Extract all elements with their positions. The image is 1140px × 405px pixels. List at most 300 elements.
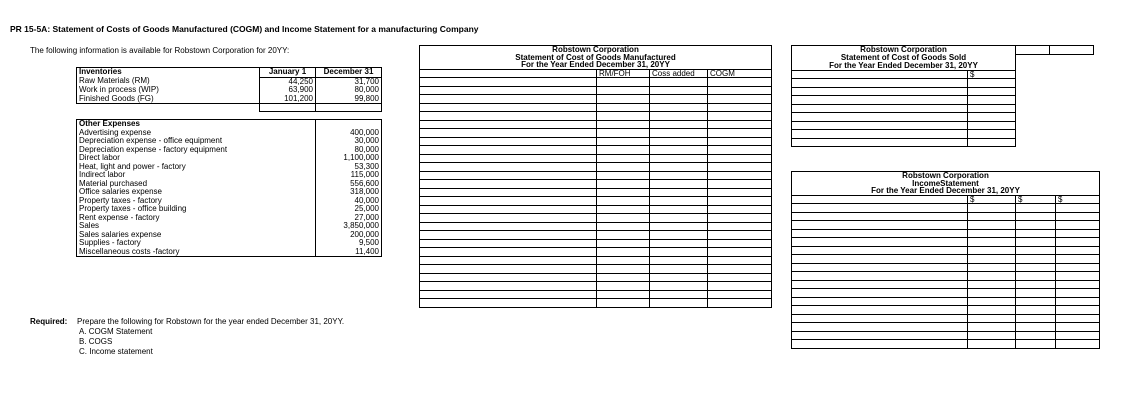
- cogs-answer-cell[interactable]: [792, 113, 968, 122]
- cogm-answer-cell[interactable]: [597, 78, 650, 87]
- cogm-answer-cell[interactable]: [650, 239, 708, 248]
- cogm-answer-cell[interactable]: [650, 120, 708, 129]
- cogm-answer-cell[interactable]: [650, 273, 708, 282]
- income-answer-cell[interactable]: [792, 255, 968, 264]
- cogm-answer-row: [420, 120, 772, 129]
- cogm-answer-cell[interactable]: [597, 231, 650, 240]
- cogm-answer-row: [420, 256, 772, 265]
- cogm-answer-cell[interactable]: [650, 222, 708, 231]
- cogm-answer-cell[interactable]: [650, 129, 708, 138]
- cogs-answer-cell[interactable]: [1016, 104, 1050, 113]
- dec-header: December 31: [316, 68, 382, 78]
- income-answer-cell[interactable]: [1016, 272, 1056, 281]
- cogm-answer-row: [420, 137, 772, 146]
- cogm-answer-cell[interactable]: [708, 231, 772, 240]
- cogm-answer-row: [420, 265, 772, 274]
- income-answer-cell[interactable]: [792, 297, 968, 306]
- income-answer-cell[interactable]: [792, 204, 968, 213]
- cogm-answer-cell[interactable]: [420, 248, 597, 257]
- income-answer-cell[interactable]: [968, 297, 1016, 306]
- cogm-answer-cell[interactable]: [708, 282, 772, 291]
- cogs-period: For the Year Ended December 31, 20YY: [792, 62, 1016, 70]
- cogm-answer-cell[interactable]: [420, 273, 597, 282]
- cogm-answer-cell[interactable]: [708, 78, 772, 87]
- cogm-answer-cell[interactable]: [597, 154, 650, 163]
- income-answer-cell[interactable]: [1016, 246, 1056, 255]
- cogs-answer-cell[interactable]: [968, 96, 1016, 105]
- expense-label: Property taxes - factory: [77, 197, 260, 206]
- inventory-jan: 101,200: [260, 95, 316, 104]
- expense-label: Direct labor: [77, 154, 260, 163]
- cogm-answer-cell[interactable]: [597, 163, 650, 172]
- expense-value: 3,850,000: [316, 222, 382, 231]
- cogs-answer-cell[interactable]: [1050, 121, 1094, 130]
- cogm-answer-cell[interactable]: [708, 171, 772, 180]
- income-answer-cell[interactable]: [1016, 306, 1056, 315]
- cogm-answer-row: [420, 188, 772, 197]
- expense-label: Sales salaries expense: [77, 231, 260, 240]
- expense-value: 1,100,000: [316, 154, 382, 163]
- expense-label: Depreciation expense - office equipment: [77, 137, 260, 146]
- cogm-answer-row: [420, 78, 772, 87]
- inventory-label: Work in process (WIP): [77, 86, 260, 95]
- income-answer-cell[interactable]: [968, 204, 1016, 213]
- cogm-answer-cell[interactable]: [708, 129, 772, 138]
- cogm-col-header: RM/FOH: [597, 69, 650, 78]
- cogm-answer-cell[interactable]: [597, 146, 650, 155]
- cogm-answer-cell[interactable]: [597, 171, 650, 180]
- cogm-company: Robstown Corporation: [420, 46, 772, 54]
- cogm-answer-cell[interactable]: [708, 256, 772, 265]
- cogm-answer-cell[interactable]: [597, 239, 650, 248]
- given-data-table: [76, 67, 382, 257]
- cogs-answer-cell[interactable]: [1016, 96, 1050, 105]
- cogm-answer-cell[interactable]: [708, 265, 772, 274]
- cogs-answer-cell[interactable]: [792, 96, 968, 105]
- cogm-answer-cell[interactable]: [708, 137, 772, 146]
- cogm-answer-cell[interactable]: [597, 265, 650, 274]
- cogm-answer-cell[interactable]: [650, 171, 708, 180]
- income-answer-cell[interactable]: [1016, 289, 1056, 298]
- cogs-answer-row: [792, 104, 1094, 113]
- cogm-answer-cell[interactable]: [650, 103, 708, 112]
- cogm-answer-cell[interactable]: [708, 197, 772, 206]
- cogs-answer-row: [792, 113, 1094, 122]
- income-answer-cell[interactable]: [968, 238, 1016, 247]
- cogm-answer-cell[interactable]: [420, 137, 597, 146]
- expense-value: 400,000: [316, 129, 382, 138]
- income-answer-cell[interactable]: [792, 246, 968, 255]
- cogm-answer-cell[interactable]: [597, 188, 650, 197]
- cogm-answer-row: [420, 129, 772, 138]
- cogm-answer-cell[interactable]: [708, 163, 772, 172]
- cogm-answer-cell[interactable]: [597, 256, 650, 265]
- income-answer-cell[interactable]: [792, 331, 968, 340]
- cogs-answer-cell[interactable]: [968, 87, 1016, 96]
- cogm-answer-cell[interactable]: [597, 137, 650, 146]
- cogm-answer-cell[interactable]: [420, 103, 597, 112]
- income-answer-cell[interactable]: [1056, 204, 1100, 213]
- income-answer-cell[interactable]: [1056, 272, 1100, 281]
- cogm-answer-cell[interactable]: [597, 222, 650, 231]
- cogm-answer-cell[interactable]: [597, 197, 650, 206]
- cogm-answer-row: [420, 290, 772, 299]
- cogm-answer-cell[interactable]: [420, 129, 597, 138]
- expense-label: Sales: [77, 222, 260, 231]
- cogm-answer-cell[interactable]: [650, 112, 708, 121]
- cogm-answer-cell[interactable]: [420, 146, 597, 155]
- cogs-answer-cell[interactable]: [1016, 79, 1050, 88]
- cogs-answer-cell[interactable]: [1050, 138, 1094, 147]
- cogm-answer-cell[interactable]: [420, 112, 597, 121]
- income-answer-cell[interactable]: [968, 229, 1016, 238]
- cogm-answer-cell[interactable]: [650, 197, 708, 206]
- income-answer-cell[interactable]: [792, 212, 968, 221]
- income-answer-row: [792, 221, 1100, 230]
- cogm-answer-cell[interactable]: [708, 86, 772, 95]
- cogm-answer-row: [420, 112, 772, 121]
- cogs-answer-cell[interactable]: [1016, 121, 1050, 130]
- income-answer-cell[interactable]: [968, 212, 1016, 221]
- income-answer-row: [792, 263, 1100, 272]
- cogm-answer-row: [420, 239, 772, 248]
- cogm-answer-cell[interactable]: [420, 256, 597, 265]
- cogm-answer-cell[interactable]: [597, 282, 650, 291]
- cogs-answer-cell[interactable]: [968, 121, 1016, 130]
- income-answer-row: [792, 340, 1100, 349]
- cogm-answer-cell[interactable]: [708, 214, 772, 223]
- cogm-answer-cell[interactable]: [708, 248, 772, 257]
- income-answer-cell[interactable]: [792, 238, 968, 247]
- income-answer-cell[interactable]: [1056, 212, 1100, 221]
- expenses-header: Other Expenses: [77, 120, 260, 129]
- income-answer-cell[interactable]: [968, 221, 1016, 230]
- income-answer-cell[interactable]: [968, 263, 1016, 272]
- cogm-answer-cell[interactable]: [650, 163, 708, 172]
- expense-value: 115,000: [316, 171, 382, 180]
- cogm-answer-cell[interactable]: [597, 112, 650, 121]
- cogm-answer-cell[interactable]: [708, 188, 772, 197]
- income-answer-cell[interactable]: [1016, 229, 1056, 238]
- cogm-col-header: COGM: [708, 69, 772, 78]
- cogm-answer-cell[interactable]: [650, 137, 708, 146]
- income-answer-cell[interactable]: [1016, 280, 1056, 289]
- expense-value: 556,600: [316, 180, 382, 189]
- income-answer-cell[interactable]: [792, 306, 968, 315]
- cogm-answer-cell[interactable]: [597, 86, 650, 95]
- cogm-answer-cell[interactable]: [708, 120, 772, 129]
- income-answer-cell[interactable]: [792, 263, 968, 272]
- income-answer-cell[interactable]: [1016, 340, 1056, 349]
- income-answer-cell[interactable]: [1016, 204, 1056, 213]
- cogm-answer-cell[interactable]: [597, 103, 650, 112]
- income-answer-cell[interactable]: [1056, 306, 1100, 315]
- cogs-answer-cell[interactable]: [792, 121, 968, 130]
- income-answer-cell[interactable]: [1056, 297, 1100, 306]
- cogm-answer-cell[interactable]: [420, 205, 597, 214]
- required-item: B. COGS: [79, 337, 113, 346]
- income-answer-cell[interactable]: [1016, 297, 1056, 306]
- cogm-col-header: Coss added: [650, 69, 708, 78]
- cogm-answer-cell[interactable]: [597, 299, 650, 308]
- cogm-answer-cell[interactable]: [650, 265, 708, 274]
- income-statement-title: IncomeStatement: [792, 180, 1100, 188]
- income-answer-row: [792, 297, 1100, 306]
- cogm-answer-cell[interactable]: [708, 222, 772, 231]
- inventory-jan: 63,900: [260, 86, 316, 95]
- expense-label: Supplies - factory: [77, 239, 260, 248]
- income-answer-cell[interactable]: [1056, 229, 1100, 238]
- inventory-jan: 44,250: [260, 77, 316, 86]
- income-answer-cell[interactable]: [968, 255, 1016, 264]
- income-answer-cell[interactable]: [968, 280, 1016, 289]
- income-currency: $: [1056, 195, 1100, 204]
- cogs-answer-cell[interactable]: [968, 113, 1016, 122]
- income-answer-cell[interactable]: [1016, 238, 1056, 247]
- income-answer-cell[interactable]: [1056, 263, 1100, 272]
- cogs-answer-cell[interactable]: [1016, 113, 1050, 122]
- income-answer-cell[interactable]: [792, 272, 968, 281]
- income-answer-cell[interactable]: [1056, 331, 1100, 340]
- income-answer-cell[interactable]: [792, 289, 968, 298]
- cogm-answer-cell[interactable]: [650, 188, 708, 197]
- income-answer-row: [792, 246, 1100, 255]
- income-answer-cell[interactable]: [1016, 331, 1056, 340]
- income-answer-cell[interactable]: [1016, 212, 1056, 221]
- income-currency: $: [1016, 195, 1056, 204]
- cogm-answer-row: [420, 171, 772, 180]
- cogm-answer-cell[interactable]: [420, 282, 597, 291]
- income-period: For the Year Ended December 31, 20YY: [792, 187, 1100, 195]
- cogs-answer-cell[interactable]: [968, 130, 1016, 139]
- cogm-answer-row: [420, 180, 772, 189]
- income-answer-cell[interactable]: [1056, 323, 1100, 332]
- income-answer-cell[interactable]: [1056, 246, 1100, 255]
- cogm-answer-cell[interactable]: [420, 180, 597, 189]
- cogs-company: Robstown Corporation: [792, 46, 1016, 55]
- cogs-answer-cell[interactable]: [1050, 130, 1094, 139]
- expense-label: Depreciation expense - factory equipment: [77, 146, 260, 155]
- cogm-answer-cell[interactable]: [650, 154, 708, 163]
- inventory-label: Raw Materials (RM): [77, 77, 260, 86]
- cogs-answer-row: [792, 87, 1094, 96]
- expense-value: 200,000: [316, 231, 382, 240]
- cogm-answer-row: [420, 197, 772, 206]
- inventory-dec: 80,000: [316, 86, 382, 95]
- inventory-dec: 31,700: [316, 77, 382, 86]
- cogm-answer-cell[interactable]: [420, 222, 597, 231]
- cogm-answer-cell[interactable]: [650, 78, 708, 87]
- income-answer-cell[interactable]: [968, 246, 1016, 255]
- cogm-answer-cell[interactable]: [650, 95, 708, 104]
- cogm-answer-cell[interactable]: [650, 231, 708, 240]
- income-answer-cell[interactable]: [968, 289, 1016, 298]
- cogm-answer-cell[interactable]: [420, 78, 597, 87]
- expense-label: Material purchased: [77, 180, 260, 189]
- income-answer-row: [792, 212, 1100, 221]
- income-answer-cell[interactable]: [968, 314, 1016, 323]
- expense-value: 318,000: [316, 188, 382, 197]
- cogm-answer-cell[interactable]: [420, 154, 597, 163]
- cogm-answer-cell[interactable]: [708, 180, 772, 189]
- cogm-answer-cell[interactable]: [420, 290, 597, 299]
- cogm-answer-cell[interactable]: [420, 231, 597, 240]
- cogs-answer-cell[interactable]: [1050, 87, 1094, 96]
- cogm-answer-cell[interactable]: [597, 180, 650, 189]
- cogm-answer-cell[interactable]: [650, 180, 708, 189]
- income-currency: $: [968, 195, 1016, 204]
- cogm-answer-cell[interactable]: [420, 120, 597, 129]
- cogm-statement-title: Statement of Cost of Goods Manufactured: [420, 54, 772, 62]
- cogm-answer-cell[interactable]: [708, 95, 772, 104]
- income-answer-cell[interactable]: [1056, 221, 1100, 230]
- cogm-answer-cell[interactable]: [708, 154, 772, 163]
- cogm-answer-cell[interactable]: [597, 248, 650, 257]
- cogs-answer-row: [792, 79, 1094, 88]
- cogm-answer-cell[interactable]: [650, 205, 708, 214]
- cogs-answer-cell[interactable]: [1050, 79, 1094, 88]
- income-answer-cell[interactable]: [1056, 255, 1100, 264]
- cogs-answer-cell[interactable]: [792, 79, 968, 88]
- income-answer-row: [792, 255, 1100, 264]
- cogm-answer-cell[interactable]: [420, 197, 597, 206]
- cogm-answer-row: [420, 231, 772, 240]
- cogm-answer-cell[interactable]: [650, 299, 708, 308]
- cogm-answer-cell[interactable]: [597, 120, 650, 129]
- cogm-answer-cell[interactable]: [650, 146, 708, 155]
- cogs-statement-title: Statement of Cost of Goods Sold: [792, 54, 1016, 62]
- income-answer-cell[interactable]: [1056, 340, 1100, 349]
- cogs-answer-cell[interactable]: [1050, 113, 1094, 122]
- cogm-answer-row: [420, 95, 772, 104]
- required-label: Required:: [30, 317, 68, 326]
- cogm-answer-cell[interactable]: [597, 214, 650, 223]
- income-answer-cell[interactable]: [1016, 314, 1056, 323]
- cogs-answer-cell[interactable]: [1016, 138, 1050, 147]
- cogm-answer-cell[interactable]: [708, 290, 772, 299]
- income-answer-cell[interactable]: [968, 331, 1016, 340]
- income-answer-cell[interactable]: [792, 221, 968, 230]
- cogm-answer-cell[interactable]: [650, 214, 708, 223]
- cogs-currency: $: [968, 70, 1016, 79]
- income-answer-cell[interactable]: [1056, 289, 1100, 298]
- income-answer-row: [792, 272, 1100, 281]
- cogs-answer-cell[interactable]: [1050, 96, 1094, 105]
- income-answer-cell[interactable]: [968, 306, 1016, 315]
- cogm-answer-cell[interactable]: [708, 103, 772, 112]
- income-answer-cell[interactable]: [1056, 280, 1100, 289]
- cogm-answer-cell[interactable]: [420, 188, 597, 197]
- income-answer-cell[interactable]: [1056, 238, 1100, 247]
- cogm-answer-cell[interactable]: [650, 290, 708, 299]
- cogs-answer-cell[interactable]: [1050, 104, 1094, 113]
- required-section: [30, 317, 344, 357]
- cogm-answer-cell[interactable]: [708, 146, 772, 155]
- cogm-period: For the Year Ended December 31, 20YY: [420, 61, 772, 69]
- income-answer-cell[interactable]: [792, 229, 968, 238]
- cogm-answer-cell[interactable]: [708, 273, 772, 282]
- cogm-answer-cell[interactable]: [708, 205, 772, 214]
- cogm-answer-cell[interactable]: [420, 299, 597, 308]
- income-answer-cell[interactable]: [968, 272, 1016, 281]
- cogm-answer-cell[interactable]: [650, 282, 708, 291]
- cogm-answer-cell[interactable]: [597, 129, 650, 138]
- income-answer-cell[interactable]: [1016, 323, 1056, 332]
- cogm-answer-cell[interactable]: [420, 95, 597, 104]
- income-answer-cell[interactable]: [968, 340, 1016, 349]
- cogs-answer-cell[interactable]: [1016, 130, 1050, 139]
- cogm-answer-cell[interactable]: [708, 239, 772, 248]
- income-answer-cell[interactable]: [792, 314, 968, 323]
- income-answer-row: [792, 314, 1100, 323]
- cogs-answer-cell[interactable]: [1016, 87, 1050, 96]
- cogm-answer-row: [420, 299, 772, 308]
- cogm-answer-cell[interactable]: [650, 248, 708, 257]
- cogs-answer-cell[interactable]: [968, 138, 1016, 147]
- expense-label: Property taxes - office building: [77, 205, 260, 214]
- income-answer-row: [792, 280, 1100, 289]
- income-answer-cell[interactable]: [968, 323, 1016, 332]
- income-answer-cell[interactable]: [1016, 221, 1056, 230]
- cogs-answer-cell[interactable]: [968, 104, 1016, 113]
- income-answer-cell[interactable]: [1016, 263, 1056, 272]
- inventory-dec: 99,800: [316, 95, 382, 104]
- cogm-answer-cell[interactable]: [650, 86, 708, 95]
- income-answer-row: [792, 229, 1100, 238]
- cogm-answer-cell[interactable]: [420, 214, 597, 223]
- expense-value: 80,000: [316, 146, 382, 155]
- expense-value: 9,500: [316, 239, 382, 248]
- cogm-answer-cell[interactable]: [708, 299, 772, 308]
- cogm-answer-cell[interactable]: [420, 163, 597, 172]
- cogs-answer-cell[interactable]: [792, 138, 968, 147]
- cogs-answer-row: [792, 138, 1094, 147]
- inventory-label: Finished Goods (FG): [77, 95, 260, 104]
- income-answer-cell[interactable]: [792, 323, 968, 332]
- cogs-answer-cell[interactable]: [792, 104, 968, 113]
- cogm-answer-cell[interactable]: [420, 265, 597, 274]
- cogm-answer-row: [420, 86, 772, 95]
- expense-value: 11,400: [316, 248, 382, 257]
- expense-label: Rent expense - factory: [77, 214, 260, 223]
- cogm-answer-cell[interactable]: [420, 171, 597, 180]
- cogm-answer-cell[interactable]: [597, 290, 650, 299]
- jan-header: January 1: [260, 68, 316, 78]
- cogm-answer-row: [420, 273, 772, 282]
- expense-value: 25,000: [316, 205, 382, 214]
- cogs-answer-cell[interactable]: [792, 130, 968, 139]
- cogs-statement-grid: [791, 45, 1094, 147]
- cogm-answer-cell[interactable]: [650, 256, 708, 265]
- cogm-answer-cell[interactable]: [597, 95, 650, 104]
- income-answer-row: [792, 331, 1100, 340]
- cogs-answer-cell[interactable]: [792, 87, 968, 96]
- cogs-answer-cell[interactable]: [968, 79, 1016, 88]
- expense-value: 30,000: [316, 137, 382, 146]
- cogm-answer-cell[interactable]: [597, 273, 650, 282]
- income-answer-cell[interactable]: [792, 280, 968, 289]
- income-answer-cell[interactable]: [1056, 314, 1100, 323]
- income-answer-cell[interactable]: [792, 340, 968, 349]
- income-statement-grid: [791, 171, 1100, 349]
- cogm-answer-cell[interactable]: [420, 239, 597, 248]
- income-answer-cell[interactable]: [1016, 255, 1056, 264]
- cogm-answer-cell[interactable]: [708, 112, 772, 121]
- cogm-answer-cell[interactable]: [420, 86, 597, 95]
- expense-label: Indirect labor: [77, 171, 260, 180]
- cogm-answer-cell[interactable]: [597, 205, 650, 214]
- cogm-answer-row: [420, 214, 772, 223]
